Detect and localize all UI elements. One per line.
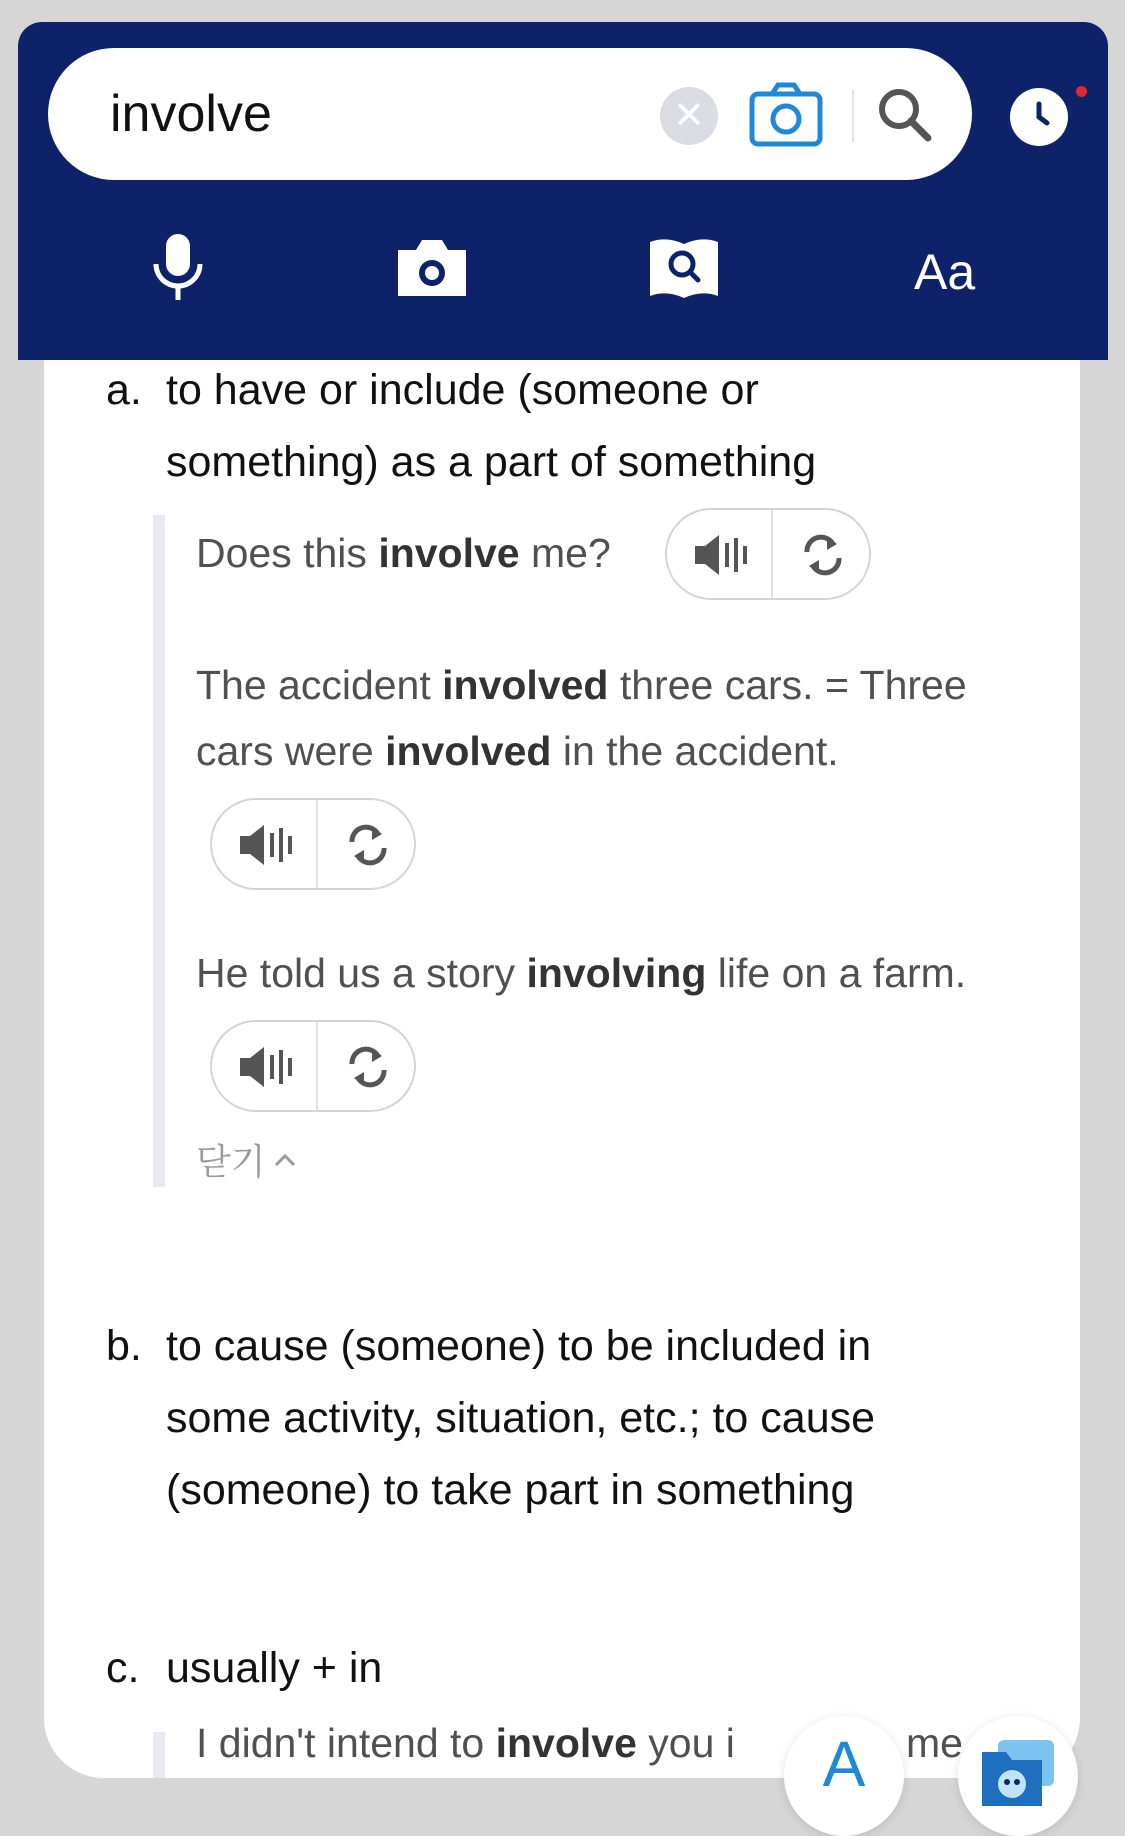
definition-text: (someone) to take part in something [166,1466,855,1514]
camera-icon[interactable] [394,236,470,300]
book-search-icon[interactable] [646,236,722,302]
translate-letter: A [822,1728,866,1800]
chevron-up-icon[interactable] [272,1151,298,1169]
speaker-icon[interactable] [238,822,294,868]
example-sentence: I didn't intend to involve you i [196,1720,735,1766]
search-input[interactable]: involve [110,85,272,143]
example-sentence: The accident involved three cars. = Three cars were involved in the accident. [196,662,967,774]
microphone-icon[interactable] [150,232,206,304]
wordbook-fab[interactable] [958,1716,1078,1836]
definition-mark: b. [106,1322,142,1370]
search-icon[interactable] [874,84,934,144]
collapse-link[interactable] [196,1140,266,1184]
history-button[interactable] [1010,88,1068,146]
audio-controls [665,508,871,600]
content-card [44,290,1080,1778]
camera-icon[interactable] [748,80,824,150]
audio-controls [210,798,416,890]
clear-icon: ✕ [673,95,705,137]
repeat-icon[interactable] [344,1044,392,1090]
definition-mark: a. [106,366,142,414]
definition-text: some activity, situation, etc.; to cause [166,1394,876,1442]
app-header [18,22,1108,360]
example-sentence-tail: me [906,1720,963,1766]
collapse-label: 닫기 [196,1141,266,1182]
clear-button[interactable] [660,87,718,145]
folder-icon [980,1740,1058,1810]
speaker-icon[interactable] [238,1044,294,1090]
translate-fab[interactable] [784,1716,904,1836]
definition-text: to cause (someone) to be included in [166,1322,872,1370]
definition-text: something) as a part of something [166,438,817,486]
repeat-icon[interactable] [799,532,847,578]
history-icon [1020,98,1058,136]
examples-bar [153,515,165,1187]
definition-text: usually + in [166,1644,383,1692]
repeat-icon[interactable] [344,822,392,868]
audio-controls [210,1020,416,1112]
definition-text: to have or include (someone or [166,366,759,414]
divider [852,90,854,142]
definition-mark: c. [106,1644,140,1692]
text-size-button[interactable]: Aa [914,244,976,300]
notification-dot [1076,86,1087,97]
example-sentence: Does this involve me? [196,530,611,576]
speaker-icon[interactable] [693,532,749,578]
search-bar[interactable] [48,48,972,180]
examples-bar [153,1732,165,1778]
example-sentence: He told us a story involving life on a farm. [196,950,967,996]
